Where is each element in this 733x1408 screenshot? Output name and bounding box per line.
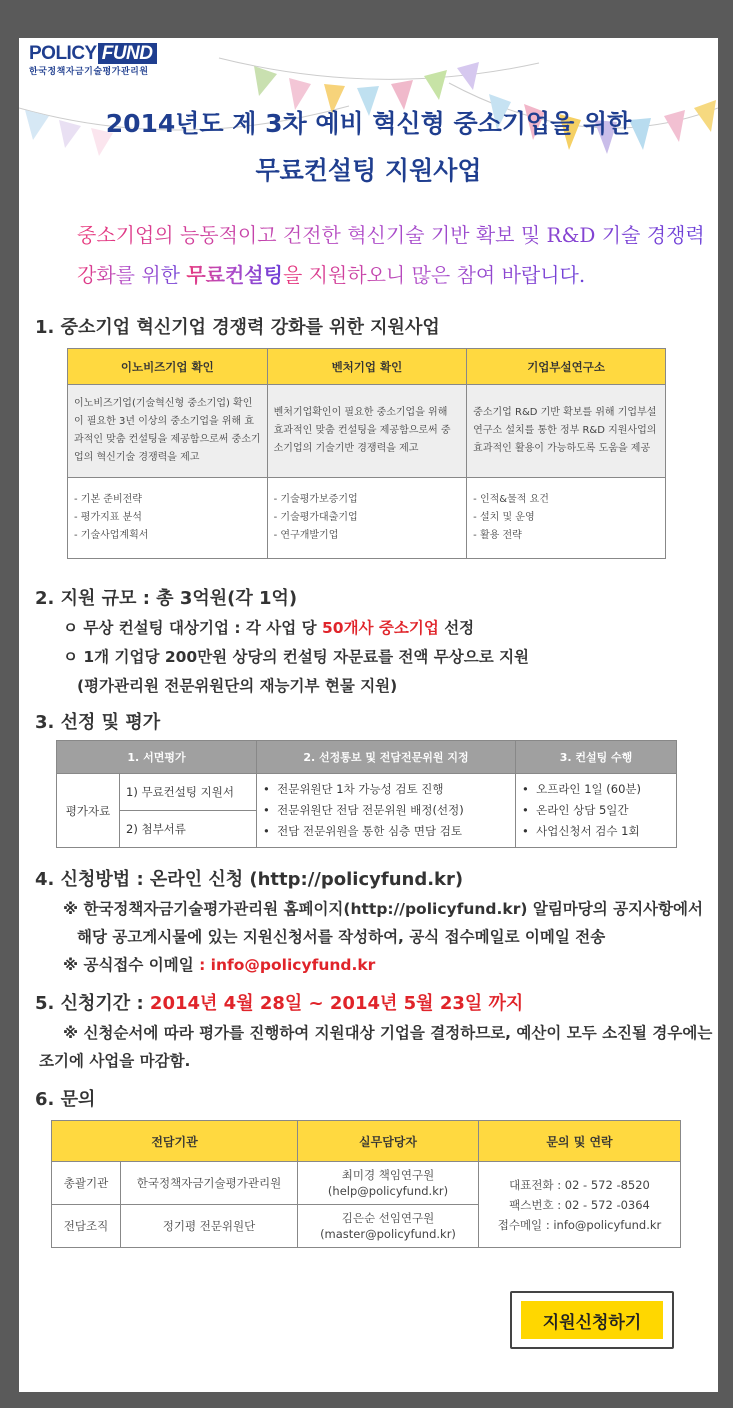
- bullet-text: 오프라인 1일 (60분): [536, 782, 641, 796]
- table3-header: 3. 컨설팅 수행: [516, 741, 677, 774]
- intro-text1: 중소기업의 능동적이고 건전한 혁신기술 기반 확보 및 R&D 기술 경쟁력: [77, 223, 705, 247]
- table1-header: 기업부설연구소: [467, 349, 666, 385]
- bullet-glyph: •: [263, 782, 270, 796]
- person-email: (master@policyfund.kr): [320, 1227, 456, 1241]
- support-program-table: [67, 348, 666, 559]
- table3-col3: [516, 774, 677, 848]
- section5-line1: ※ 신청순서에 따라 평가를 진행하여 지원대상 기업을 결정하므로, 예산이 모두 소진될 경우에는: [63, 1024, 713, 1042]
- table6-header: 전담기관: [52, 1121, 298, 1162]
- table3-header: 2. 선정통보 및 전담전문위원 지정: [257, 741, 516, 774]
- section5-line2: 조기에 사업을 마감함.: [39, 1052, 191, 1070]
- bullet-glyph: •: [522, 782, 529, 796]
- s2-highlight: 50개사 중소기업: [322, 619, 439, 637]
- bullet-text: 전담 전문위원을 통한 심층 면담 검토: [277, 824, 463, 838]
- list-item: - 인적&물적 요건: [473, 494, 549, 505]
- table6-type: 전담조직: [52, 1205, 121, 1248]
- intro-text2a: 강화를 위한: [77, 263, 187, 287]
- table6-person: [298, 1205, 479, 1248]
- title-edition: 2014년도 제 3차: [105, 109, 307, 138]
- table6-header: 문의 및 연락: [479, 1121, 681, 1162]
- list-item: - 평가지표 분석: [74, 512, 142, 523]
- list-item: [522, 821, 670, 842]
- table6-org: 한국정책자금기술평가관리원: [121, 1162, 298, 1205]
- section6-heading: 6. 문의: [35, 1089, 96, 1110]
- table1-desc: 벤처기업확인이 필요한 중소기업을 위해 효과적인 맞춤 컨설팅을 제공함으로써 중소기업의 기술기반 경쟁력을 제고: [267, 385, 467, 478]
- section3-heading: 3. 선정 및 평가: [35, 712, 161, 733]
- person-name: 최미경 책임연구원: [341, 1168, 435, 1182]
- list-item: - 기술평가보증기업: [273, 494, 358, 505]
- section4-heading: 4. 신청방법 : 온라인 신청 (http://policyfund.kr): [35, 869, 464, 890]
- list-item: - 기술평가대출기업: [273, 512, 358, 523]
- list-item: [522, 800, 670, 821]
- table3-doc: 1) 무료컨설팅 지원서: [120, 774, 257, 811]
- apply-button[interactable]: [510, 1291, 674, 1349]
- table3-row-label: 평가자료: [57, 774, 120, 848]
- section2-line3: (평가관리원 전문위원단의 재능기부 현물 지원): [77, 677, 398, 695]
- person-email: (help@policyfund.kr): [327, 1184, 449, 1198]
- list-item: [522, 779, 670, 800]
- bullet-text: 전문위원단 1차 가능성 검토 진행: [277, 782, 444, 796]
- table1-header: 벤처기업 확인: [267, 349, 467, 385]
- section4-line1: ※ 한국정책자금기술평가관리원 홈페이지(http://policyfund.kr) 알림마당의 공지사항에서: [63, 900, 703, 918]
- intro-line2: [77, 259, 585, 288]
- list-item: - 기술사업계획서: [74, 530, 149, 541]
- section4-line3: [63, 953, 375, 975]
- logo-brand-a: POLICY: [29, 43, 97, 64]
- table3-col2: [257, 774, 516, 848]
- s4-text: ※ 공식접수 이메일: [63, 956, 200, 974]
- section4-line2: 해당 공고게시물에 있는 지원신청서를 작성하여, 공식 접수메일로 이메일 전송: [77, 928, 606, 946]
- bullet-glyph: •: [522, 803, 529, 817]
- bullet-glyph: •: [522, 824, 529, 838]
- page-title-line2: 무료컨설팅 지원사업: [255, 156, 482, 185]
- list-item: - 연구개발기업: [273, 530, 339, 541]
- page-frame: [19, 38, 718, 1392]
- table6-type: 총괄기관: [52, 1162, 121, 1205]
- intro-text2c: 을 지원하오니 많은 참여 바랍니다.: [282, 263, 586, 287]
- table3-header: 1. 서면평가: [57, 741, 257, 774]
- bullet-text: 온라인 상담 5일간: [536, 803, 629, 817]
- list-item: [263, 821, 509, 842]
- section2-line1: [63, 616, 474, 638]
- bullet-text: 사업신청서 검수 1회: [536, 824, 640, 838]
- bullet-glyph: •: [263, 803, 270, 817]
- table1-header: 이노비즈기업 확인: [68, 349, 268, 385]
- table6-org: 정기평 전문위원단: [121, 1205, 298, 1248]
- selection-table: [56, 740, 677, 848]
- section2-heading: 2. 지원 규모 : 총 3억원(각 1억): [35, 588, 298, 609]
- logo-brand-b: FUND: [98, 43, 157, 64]
- table6-contact: [479, 1162, 681, 1248]
- table6-header: 실무담당자: [298, 1121, 479, 1162]
- section1-heading: 1. 중소기업 혁신기업 경쟁력 강화를 위한 지원사업: [35, 317, 440, 338]
- application-period: 2014년 4월 28일 ~ 2014년 5월 23일 까지: [149, 993, 524, 1014]
- s2-text: 선정: [438, 619, 475, 637]
- intro-text2b: 무료컨설팅: [186, 263, 283, 287]
- title-rest: 예비 혁신형 중소기업을 위한: [306, 109, 632, 138]
- person-name: 김은순 선임연구원: [341, 1211, 435, 1225]
- list-item: - 기본 준비전략: [74, 494, 142, 505]
- table1-list: [68, 478, 268, 559]
- list-item: - 설치 및 운영: [473, 512, 535, 523]
- s2-text: ㅇ 무상 컨설팅 대상기업 : 각 사업 당: [63, 619, 322, 637]
- logo-org-name: 한국정책자금기술평가관리원: [29, 67, 149, 77]
- intro-line1: [77, 219, 705, 248]
- list-item: [263, 779, 509, 800]
- table1-desc: 중소기업 R&D 기반 확보를 위해 기업부설연구소 설치를 통한 정부 R&D 지원사업의 효과적인 활용이 가능하도록 도움을 제공: [467, 385, 666, 478]
- table1-list: [467, 478, 666, 559]
- contact-email: 접수메일 : info@policyfund.kr: [497, 1217, 662, 1232]
- table1-list: [267, 478, 467, 559]
- section5-heading: [35, 989, 523, 1015]
- bullet-text: 전문위원단 전담 전문위원 배정(선정): [277, 803, 464, 817]
- apply-button-label: 지원신청하기: [521, 1301, 663, 1339]
- table3-doc: 2) 첨부서류: [120, 811, 257, 848]
- s5-label: 5. 신청기간 :: [35, 993, 150, 1014]
- official-email: : info@policyfund.kr: [199, 956, 376, 974]
- table6-person: [298, 1162, 479, 1205]
- table1-desc: 이노비즈기업(기술혁신형 중소기업) 확인이 필요한 3년 이상의 중소기업을 위해 효과적인 맞춤 컨설팅을 제공함으로써 중소기업의 혁신기술 경쟁력을 제고: [68, 385, 268, 478]
- page-title-line1: [19, 104, 718, 140]
- list-item: - 활용 전략: [473, 530, 522, 541]
- section2-line2: ㅇ 1개 기업당 200만원 상당의 컨설팅 자문료를 전액 무상으로 지원: [63, 648, 530, 666]
- contact-phone: 대표전화 : 02 - 572 -8520: [509, 1177, 650, 1192]
- policyfund-logo: [29, 44, 157, 77]
- bullet-glyph: •: [263, 824, 270, 838]
- list-item: [263, 800, 509, 821]
- contact-fax: 팩스번호 : 02 - 572 -0364: [509, 1197, 650, 1212]
- contact-table: [51, 1120, 681, 1248]
